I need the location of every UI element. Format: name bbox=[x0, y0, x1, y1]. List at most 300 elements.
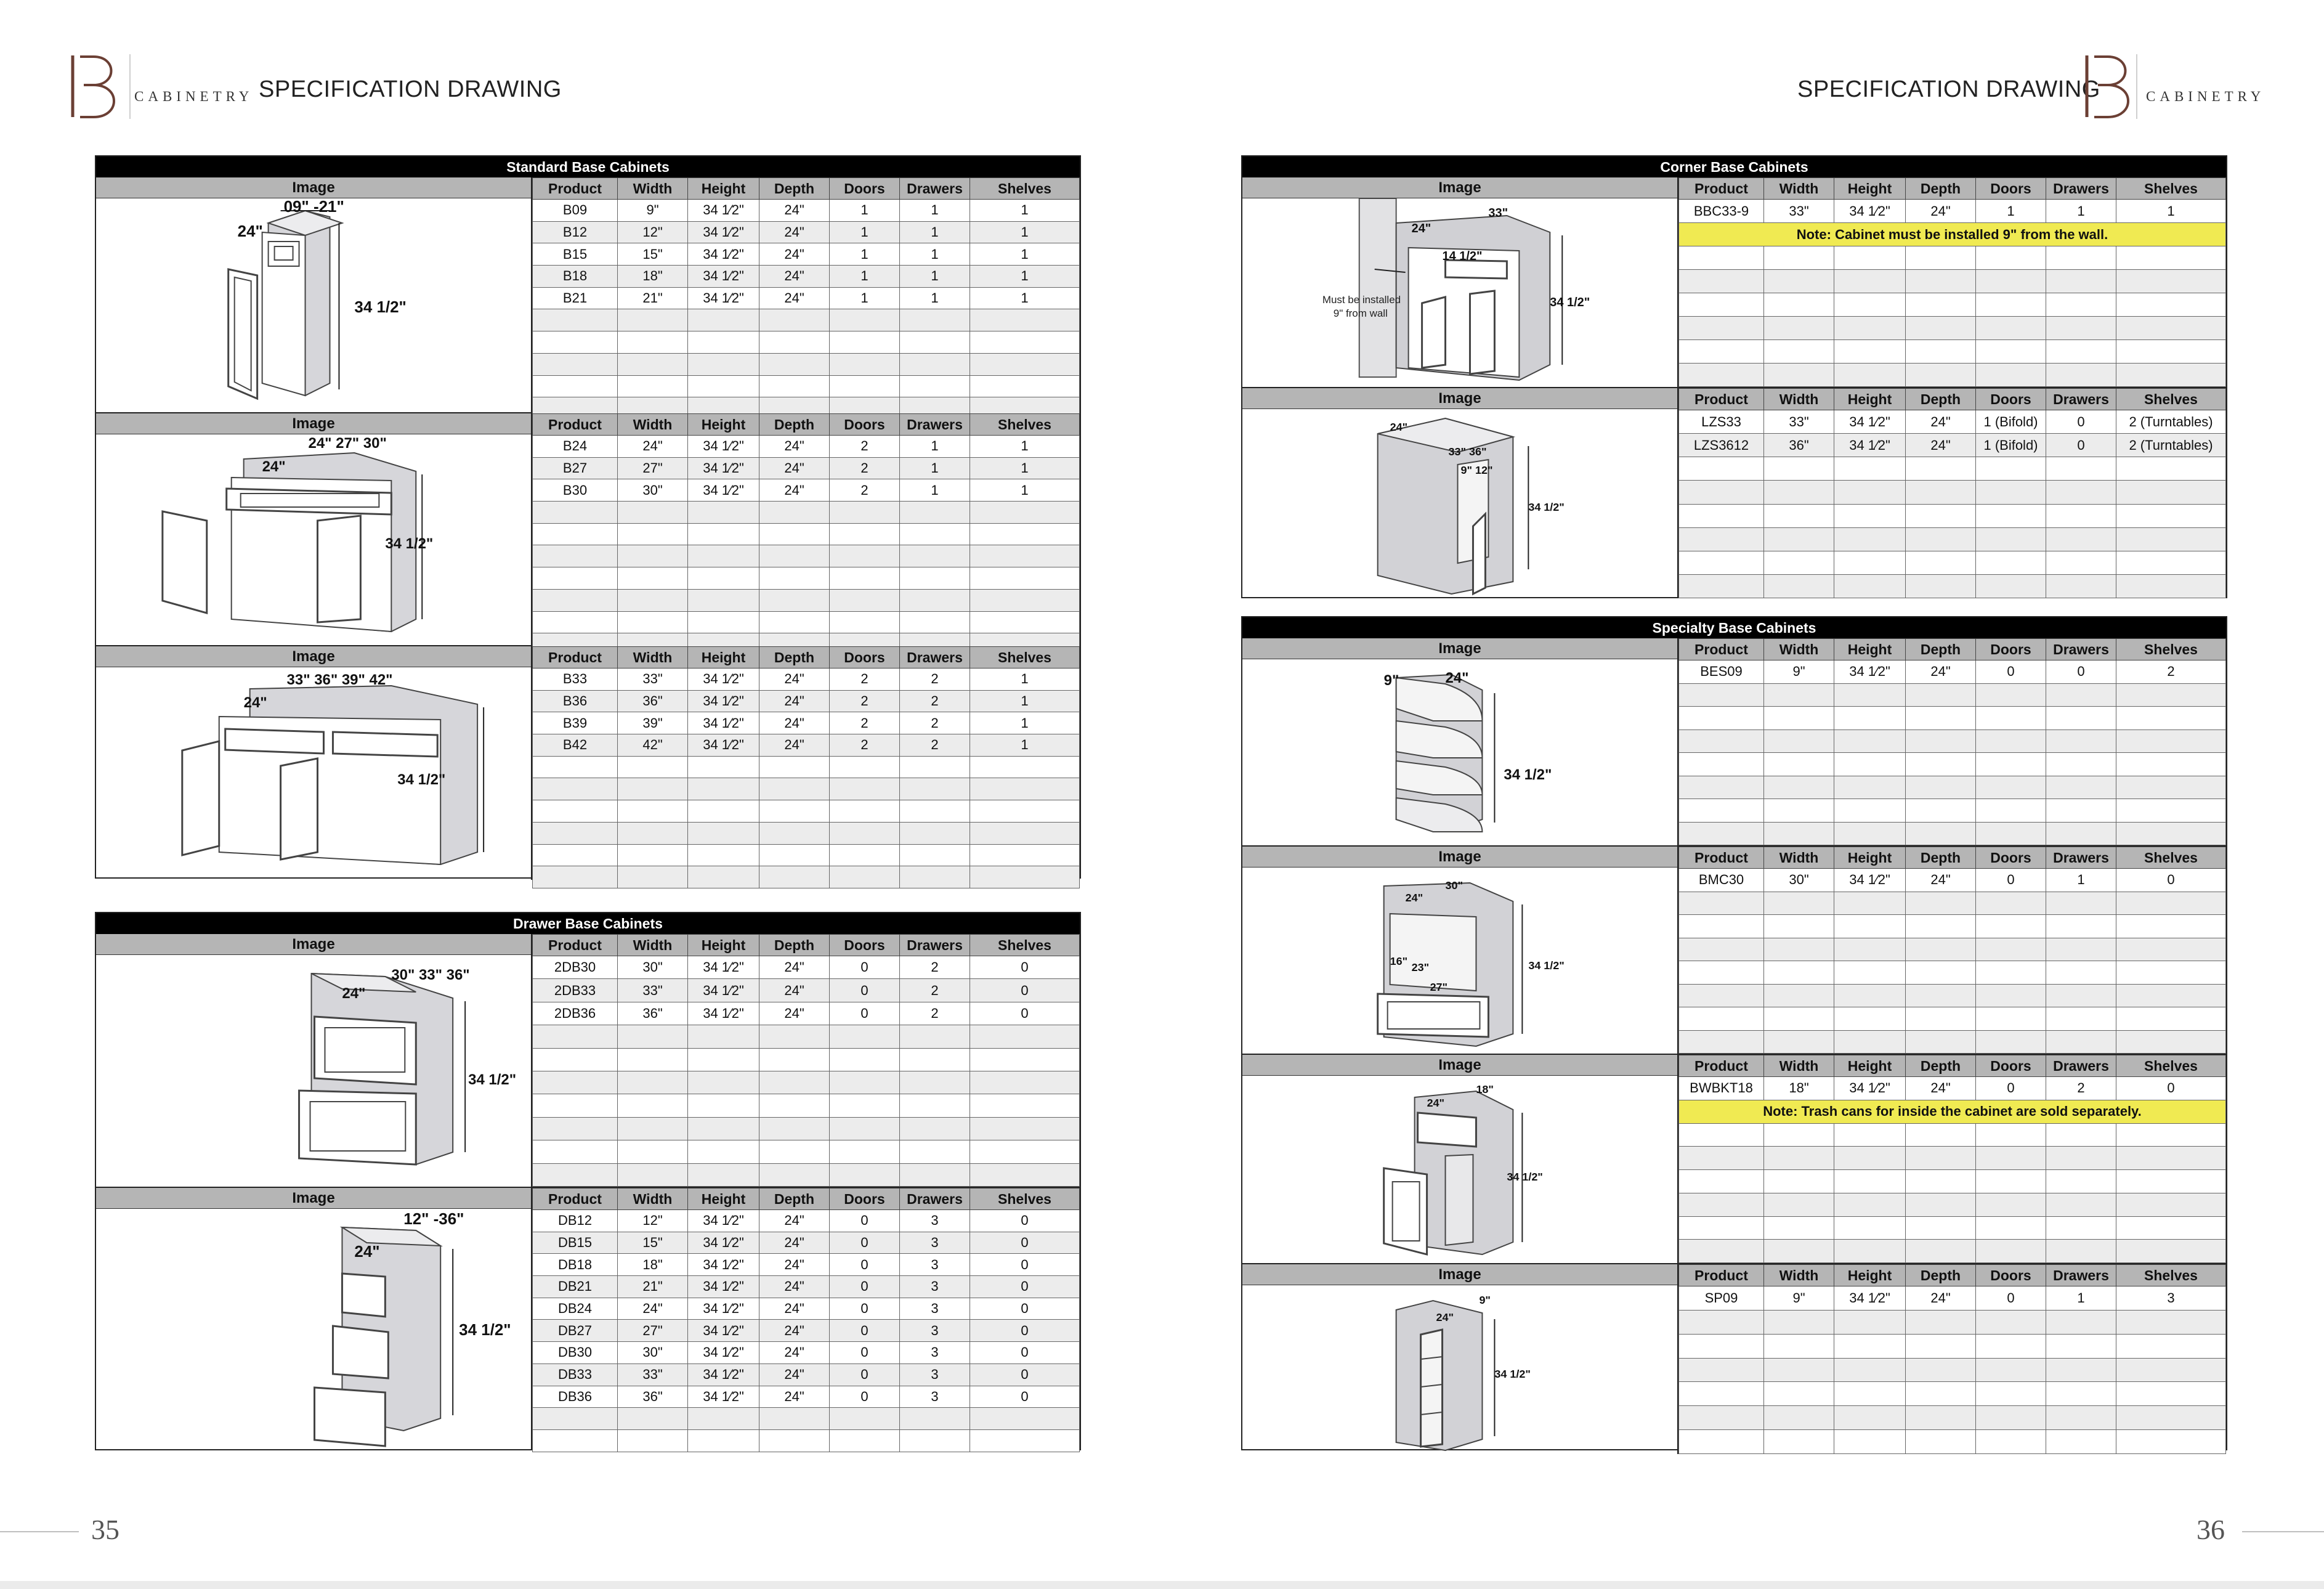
page-number-right: 36 bbox=[2196, 1514, 2225, 1545]
cell-depth bbox=[759, 1429, 830, 1452]
cell-drawers bbox=[2046, 293, 2116, 317]
image-header: Image bbox=[96, 646, 531, 667]
cell-depth bbox=[759, 778, 830, 800]
cell-width bbox=[1764, 1030, 1834, 1054]
cell-product bbox=[1679, 683, 1764, 707]
cell-depth: 24" bbox=[759, 266, 830, 288]
cell-height bbox=[1834, 246, 1906, 270]
col-product: Product bbox=[533, 647, 618, 669]
table-row bbox=[1679, 1286, 2226, 1311]
image-cell bbox=[96, 1188, 532, 1450]
cell-depth bbox=[1906, 984, 1976, 1007]
cell-shelves bbox=[2116, 1382, 2226, 1406]
cell-depth bbox=[1906, 1358, 1976, 1382]
cell-shelves bbox=[2116, 293, 2226, 317]
cell-drawers: 2 bbox=[2046, 1077, 2116, 1100]
cell-doors: 0 bbox=[830, 1363, 900, 1386]
cell-height: 34 1⁄2" bbox=[1834, 1077, 1906, 1100]
cell-depth bbox=[1906, 1310, 1976, 1334]
table-row bbox=[1679, 1170, 2226, 1193]
cell-height bbox=[688, 611, 759, 633]
col-shelves: Shelves bbox=[970, 1189, 1080, 1210]
cell-doors bbox=[1976, 574, 2046, 598]
cell-depth bbox=[1906, 293, 1976, 317]
cell-doors bbox=[830, 1429, 900, 1452]
cell-drawers bbox=[900, 1408, 970, 1430]
col-height: Height bbox=[1834, 1265, 1906, 1286]
height-dim: 34 1/2" bbox=[354, 297, 407, 317]
footer-rule-right bbox=[2242, 1531, 2324, 1532]
cabinet-drawing bbox=[1242, 1285, 1677, 1454]
cell-product: B12 bbox=[533, 221, 618, 243]
cell-width bbox=[618, 822, 688, 844]
cell-doors bbox=[1976, 1193, 2046, 1216]
cell-depth bbox=[759, 309, 830, 331]
cell-product: B39 bbox=[533, 712, 618, 734]
image-cell bbox=[1242, 638, 1678, 845]
cell-product: B09 bbox=[533, 200, 618, 222]
cell-width bbox=[618, 1429, 688, 1452]
cell-depth: 24" bbox=[759, 1320, 830, 1342]
cell-height bbox=[1834, 1430, 1906, 1454]
cell-depth bbox=[1906, 1406, 1976, 1430]
cell-width bbox=[1764, 799, 1834, 823]
cell-doors bbox=[1976, 1147, 2046, 1170]
cell-product bbox=[1679, 776, 1764, 799]
cell-depth bbox=[1906, 317, 1976, 340]
cell-product bbox=[533, 611, 618, 633]
cell-width bbox=[618, 589, 688, 611]
cell-width bbox=[1764, 984, 1834, 1007]
spec-table bbox=[1678, 847, 2226, 1054]
cell-height bbox=[1834, 1147, 1906, 1170]
cell-width bbox=[618, 545, 688, 567]
table-row bbox=[1679, 683, 2226, 707]
cell-product bbox=[1679, 729, 1764, 753]
cell-depth bbox=[759, 866, 830, 888]
cell-height bbox=[1834, 938, 1906, 961]
cabinet-drawing bbox=[1242, 409, 1677, 598]
cell-shelves bbox=[2116, 457, 2226, 481]
col-height: Height bbox=[688, 178, 759, 200]
cell-shelves bbox=[2116, 1310, 2226, 1334]
cell-width: 33" bbox=[618, 669, 688, 691]
spec-table bbox=[532, 646, 1080, 888]
cell-width bbox=[1764, 1430, 1834, 1454]
cabinet-drawing bbox=[96, 955, 531, 1187]
table-row bbox=[1679, 246, 2226, 270]
col-doors: Doors bbox=[1976, 389, 2046, 410]
cell-drawers bbox=[2046, 1310, 2116, 1334]
cell-height bbox=[1834, 364, 1906, 387]
cell-width: 27" bbox=[618, 457, 688, 479]
width-dim: 09" -21" bbox=[283, 198, 344, 216]
cell-drawers bbox=[900, 1140, 970, 1163]
col-width: Width bbox=[1764, 178, 1834, 200]
cell-doors bbox=[830, 545, 900, 567]
col-height: Height bbox=[688, 647, 759, 669]
cell-drawers: 3 bbox=[900, 1232, 970, 1254]
cell-depth bbox=[759, 756, 830, 778]
cell-doors bbox=[1976, 915, 2046, 938]
table-row bbox=[533, 589, 1080, 611]
cell-height bbox=[688, 1408, 759, 1430]
cell-doors: 2 bbox=[830, 712, 900, 734]
image-cell bbox=[96, 177, 532, 412]
cell-width bbox=[1764, 1007, 1834, 1031]
cell-height bbox=[1834, 1358, 1906, 1382]
table-row bbox=[1679, 1430, 2226, 1454]
cell-width bbox=[618, 1094, 688, 1117]
section-title: Specialty Base Cabinets bbox=[1242, 617, 2226, 638]
cell-product: BWBKT18 bbox=[1679, 1077, 1764, 1100]
cell-shelves bbox=[2116, 504, 2226, 527]
cell-height: 34 1⁄2" bbox=[688, 436, 759, 458]
svg-text:24": 24" bbox=[262, 458, 286, 476]
col-product: Product bbox=[1679, 639, 1764, 660]
table-row bbox=[1679, 869, 2226, 892]
cell-width bbox=[1764, 729, 1834, 753]
cell-doors: 1 (Bifold) bbox=[1976, 434, 2046, 457]
cell-drawers bbox=[2046, 1216, 2116, 1240]
cell-doors bbox=[830, 611, 900, 633]
cell-doors: 0 bbox=[1976, 660, 2046, 684]
table-row bbox=[533, 1210, 1080, 1232]
note-text: Note: Cabinet must be installed 9" from the wall. bbox=[1679, 223, 2226, 246]
cell-depth: 24" bbox=[759, 1276, 830, 1298]
table-row bbox=[1679, 1406, 2226, 1430]
cell-shelves bbox=[970, 1071, 1080, 1094]
cell-height: 34 1⁄2" bbox=[688, 1298, 759, 1320]
cell-shelves bbox=[2116, 1147, 2226, 1170]
cell-width bbox=[618, 331, 688, 354]
table-row bbox=[533, 266, 1080, 288]
col-height: Height bbox=[1834, 389, 1906, 410]
brand-word-right: CABINETRY bbox=[2146, 89, 2265, 104]
cell-width bbox=[1764, 1170, 1834, 1193]
cell-doors: 1 bbox=[830, 243, 900, 266]
cell-height bbox=[688, 800, 759, 823]
cell-depth: 24" bbox=[759, 1363, 830, 1386]
table-row bbox=[533, 502, 1080, 524]
cell-drawers: 0 bbox=[2046, 660, 2116, 684]
col-product: Product bbox=[533, 935, 618, 956]
col-width: Width bbox=[618, 1189, 688, 1210]
table-row bbox=[533, 690, 1080, 712]
cell-product bbox=[1679, 293, 1764, 317]
image-header: Image bbox=[96, 413, 531, 434]
table-row bbox=[533, 1163, 1080, 1186]
svg-text:23": 23" bbox=[1411, 961, 1430, 974]
col-product: Product bbox=[533, 1189, 618, 1210]
cell-shelves: 0 bbox=[970, 1342, 1080, 1364]
cell-width: 33" bbox=[618, 979, 688, 1002]
table-row bbox=[1679, 1123, 2226, 1147]
standard-base-cabinets-section bbox=[95, 155, 1081, 879]
cell-height bbox=[688, 1140, 759, 1163]
cell-height bbox=[1834, 1216, 1906, 1240]
cell-shelves: 0 bbox=[970, 1254, 1080, 1276]
table-row bbox=[533, 712, 1080, 734]
cell-drawers: 2 bbox=[900, 956, 970, 979]
cell-width bbox=[618, 866, 688, 888]
svg-text:33" 36" 39" 42": 33" 36" 39" 42" bbox=[286, 671, 393, 689]
table-row bbox=[533, 1320, 1080, 1342]
cell-width: 30" bbox=[1764, 869, 1834, 892]
cell-drawers bbox=[2046, 481, 2116, 504]
cell-height: 34 1⁄2" bbox=[688, 200, 759, 222]
cell-product: DB30 bbox=[533, 1342, 618, 1364]
cell-height bbox=[1834, 753, 1906, 776]
cell-doors: 0 bbox=[830, 979, 900, 1002]
col-product: Product bbox=[1679, 1265, 1764, 1286]
cell-height bbox=[688, 1429, 759, 1452]
cell-depth bbox=[1906, 683, 1976, 707]
page-title-right: SPECIFICATION DRAWING bbox=[1797, 76, 2100, 102]
cell-height bbox=[1834, 1240, 1906, 1263]
cell-depth bbox=[1906, 753, 1976, 776]
note-text: Note: Trash cans for inside the cabinet are sold separately. bbox=[1679, 1100, 2226, 1123]
cell-drawers bbox=[2046, 799, 2116, 823]
cell-depth: 24" bbox=[1906, 660, 1976, 684]
table-row bbox=[1679, 799, 2226, 823]
spec-block bbox=[96, 645, 1080, 880]
col-depth: Depth bbox=[1906, 639, 1976, 660]
svg-text:24": 24" bbox=[1390, 420, 1408, 434]
cell-shelves: 1 bbox=[970, 479, 1080, 502]
cell-width: 27" bbox=[618, 1320, 688, 1342]
cell-shelves bbox=[2116, 729, 2226, 753]
cell-product bbox=[533, 1140, 618, 1163]
cell-height bbox=[1834, 504, 1906, 527]
cell-depth: 24" bbox=[759, 287, 830, 309]
cell-product: B36 bbox=[533, 690, 618, 712]
cell-drawers: 3 bbox=[900, 1210, 970, 1232]
cell-drawers bbox=[2046, 984, 2116, 1007]
drawer-base-cabinets-section bbox=[95, 912, 1081, 1450]
cell-shelves bbox=[970, 1048, 1080, 1071]
cell-drawers: 1 bbox=[900, 287, 970, 309]
svg-text:34 1/2": 34 1/2" bbox=[459, 1320, 511, 1339]
cell-depth bbox=[1906, 915, 1976, 938]
table-row bbox=[533, 331, 1080, 354]
cell-height: 34 1⁄2" bbox=[688, 287, 759, 309]
cell-doors bbox=[830, 309, 900, 331]
cell-depth bbox=[1906, 457, 1976, 481]
cell-height bbox=[688, 1048, 759, 1071]
cell-doors bbox=[830, 1408, 900, 1430]
cell-height bbox=[1834, 1334, 1906, 1358]
cell-shelves bbox=[970, 866, 1080, 888]
svg-text:34 1/2": 34 1/2" bbox=[1528, 959, 1565, 972]
cell-doors bbox=[1976, 1358, 2046, 1382]
spec-table bbox=[1678, 177, 2226, 387]
cell-height: 34 1⁄2" bbox=[688, 1254, 759, 1276]
col-width: Width bbox=[1764, 1265, 1834, 1286]
cell-depth bbox=[1906, 1334, 1976, 1358]
cell-width: 12" bbox=[618, 221, 688, 243]
cell-depth bbox=[759, 800, 830, 823]
cell-depth bbox=[1906, 270, 1976, 293]
cell-height bbox=[688, 822, 759, 844]
cell-doors bbox=[830, 331, 900, 354]
cell-height bbox=[1834, 1123, 1906, 1147]
image-header: Image bbox=[1242, 638, 1677, 659]
cell-doors bbox=[1976, 776, 2046, 799]
cell-shelves bbox=[2116, 1170, 2226, 1193]
cell-doors bbox=[1976, 1310, 2046, 1334]
cabinet-drawing bbox=[1242, 868, 1677, 1054]
spec-block bbox=[1242, 1263, 2226, 1454]
cell-shelves: 2 bbox=[2116, 660, 2226, 684]
cell-drawers bbox=[2046, 1170, 2116, 1193]
cell-doors bbox=[1976, 246, 2046, 270]
cell-doors: 2 bbox=[830, 479, 900, 502]
cell-drawers: 1 bbox=[900, 457, 970, 479]
cell-product bbox=[1679, 892, 1764, 915]
cell-width: 36" bbox=[618, 1002, 688, 1025]
cell-width bbox=[618, 353, 688, 375]
cell-shelves bbox=[970, 822, 1080, 844]
cell-drawers: 3 bbox=[900, 1386, 970, 1408]
cell-doors: 2 bbox=[830, 436, 900, 458]
cell-width: 24" bbox=[618, 1298, 688, 1320]
svg-text:24": 24" bbox=[354, 1242, 380, 1261]
svg-text:34 1/2": 34 1/2" bbox=[468, 1071, 517, 1089]
brand-divider-right bbox=[2136, 54, 2137, 119]
table-row bbox=[533, 979, 1080, 1002]
cell-drawers bbox=[2046, 1147, 2116, 1170]
cell-depth: 24" bbox=[759, 1002, 830, 1025]
cell-depth bbox=[1906, 776, 1976, 799]
cell-height: 34 1⁄2" bbox=[688, 1232, 759, 1254]
cell-shelves: 1 bbox=[2116, 200, 2226, 223]
cell-height bbox=[688, 523, 759, 545]
spec-table bbox=[1678, 638, 2226, 845]
cell-height: 34 1⁄2" bbox=[688, 669, 759, 691]
cell-height: 34 1⁄2" bbox=[688, 457, 759, 479]
cell-height bbox=[688, 375, 759, 397]
table-row bbox=[1679, 753, 2226, 776]
cell-shelves bbox=[970, 545, 1080, 567]
cell-drawers: 1 bbox=[900, 221, 970, 243]
col-depth: Depth bbox=[759, 935, 830, 956]
cell-depth bbox=[1906, 504, 1976, 527]
cell-doors bbox=[830, 1071, 900, 1094]
cell-width bbox=[1764, 293, 1834, 317]
cell-width: 9" bbox=[1764, 1286, 1834, 1311]
cell-doors bbox=[1976, 1007, 2046, 1031]
table-row bbox=[533, 1094, 1080, 1117]
cell-width bbox=[618, 567, 688, 590]
cell-depth bbox=[759, 375, 830, 397]
cell-depth bbox=[759, 502, 830, 524]
cabinet-drawing bbox=[1242, 659, 1677, 845]
table-row bbox=[533, 436, 1080, 458]
svg-text:9": 9" bbox=[1479, 1293, 1491, 1307]
cell-height: 34 1⁄2" bbox=[688, 1342, 759, 1364]
svg-text:30": 30" bbox=[1445, 879, 1464, 892]
table-row bbox=[533, 1048, 1080, 1071]
cell-shelves bbox=[2116, 961, 2226, 985]
cell-doors bbox=[1976, 938, 2046, 961]
cell-height bbox=[1834, 729, 1906, 753]
cell-height bbox=[1834, 270, 1906, 293]
cell-doors: 0 bbox=[830, 1342, 900, 1364]
cell-doors bbox=[1976, 1430, 2046, 1454]
cell-shelves: 2 (Turntables) bbox=[2116, 434, 2226, 457]
cabinet-drawing bbox=[96, 198, 531, 412]
cell-drawers: 2 bbox=[900, 1002, 970, 1025]
cell-height bbox=[1834, 1193, 1906, 1216]
cell-width bbox=[618, 800, 688, 823]
cell-width bbox=[618, 1025, 688, 1048]
cell-doors bbox=[830, 353, 900, 375]
cell-drawers: 1 bbox=[900, 243, 970, 266]
cell-depth: 24" bbox=[759, 200, 830, 222]
cell-height bbox=[1834, 1406, 1906, 1430]
image-cell bbox=[96, 646, 532, 880]
cell-width: 30" bbox=[618, 1342, 688, 1364]
cell-shelves bbox=[2116, 364, 2226, 387]
cell-shelves bbox=[970, 800, 1080, 823]
image-header: Image bbox=[1242, 177, 1677, 198]
cell-doors bbox=[1976, 457, 2046, 481]
cell-doors: 0 bbox=[1976, 1077, 2046, 1100]
col-depth: Depth bbox=[1906, 847, 1976, 869]
cell-height: 34 1⁄2" bbox=[1834, 434, 1906, 457]
cell-depth: 24" bbox=[759, 1232, 830, 1254]
cell-doors: 0 bbox=[1976, 869, 2046, 892]
spec-block bbox=[96, 177, 1080, 412]
col-drawers: Drawers bbox=[900, 647, 970, 669]
cell-depth bbox=[1906, 729, 1976, 753]
cell-depth: 24" bbox=[759, 1210, 830, 1232]
spec-block bbox=[1242, 387, 2226, 598]
table-row bbox=[1679, 434, 2226, 457]
cell-product bbox=[1679, 1147, 1764, 1170]
col-drawers: Drawers bbox=[900, 1189, 970, 1210]
cell-doors bbox=[1976, 1240, 2046, 1263]
col-product: Product bbox=[533, 414, 618, 436]
cell-depth bbox=[1906, 1193, 1976, 1216]
spec-block bbox=[1242, 1054, 2226, 1263]
cell-height bbox=[688, 567, 759, 590]
cell-product bbox=[1679, 270, 1764, 293]
cell-width: 33" bbox=[1764, 410, 1834, 434]
col-shelves: Shelves bbox=[2116, 847, 2226, 869]
col-width: Width bbox=[618, 414, 688, 436]
cell-depth: 24" bbox=[759, 690, 830, 712]
cell-shelves: 0 bbox=[970, 1386, 1080, 1408]
table-row bbox=[533, 200, 1080, 222]
cell-width bbox=[1764, 481, 1834, 504]
cell-doors bbox=[830, 844, 900, 866]
col-height: Height bbox=[1834, 847, 1906, 869]
cell-width: 18" bbox=[618, 1254, 688, 1276]
specialty-base-cabinets-section bbox=[1241, 616, 2227, 1450]
cell-drawers bbox=[900, 1071, 970, 1094]
table-row bbox=[1679, 551, 2226, 574]
cell-doors: 0 bbox=[830, 1254, 900, 1276]
cell-product: B15 bbox=[533, 243, 618, 266]
cell-product bbox=[1679, 799, 1764, 823]
cell-product bbox=[1679, 574, 1764, 598]
cell-drawers bbox=[900, 1117, 970, 1140]
table-row bbox=[1679, 892, 2226, 915]
cell-drawers bbox=[2046, 527, 2116, 551]
spec-block bbox=[1242, 638, 2226, 845]
